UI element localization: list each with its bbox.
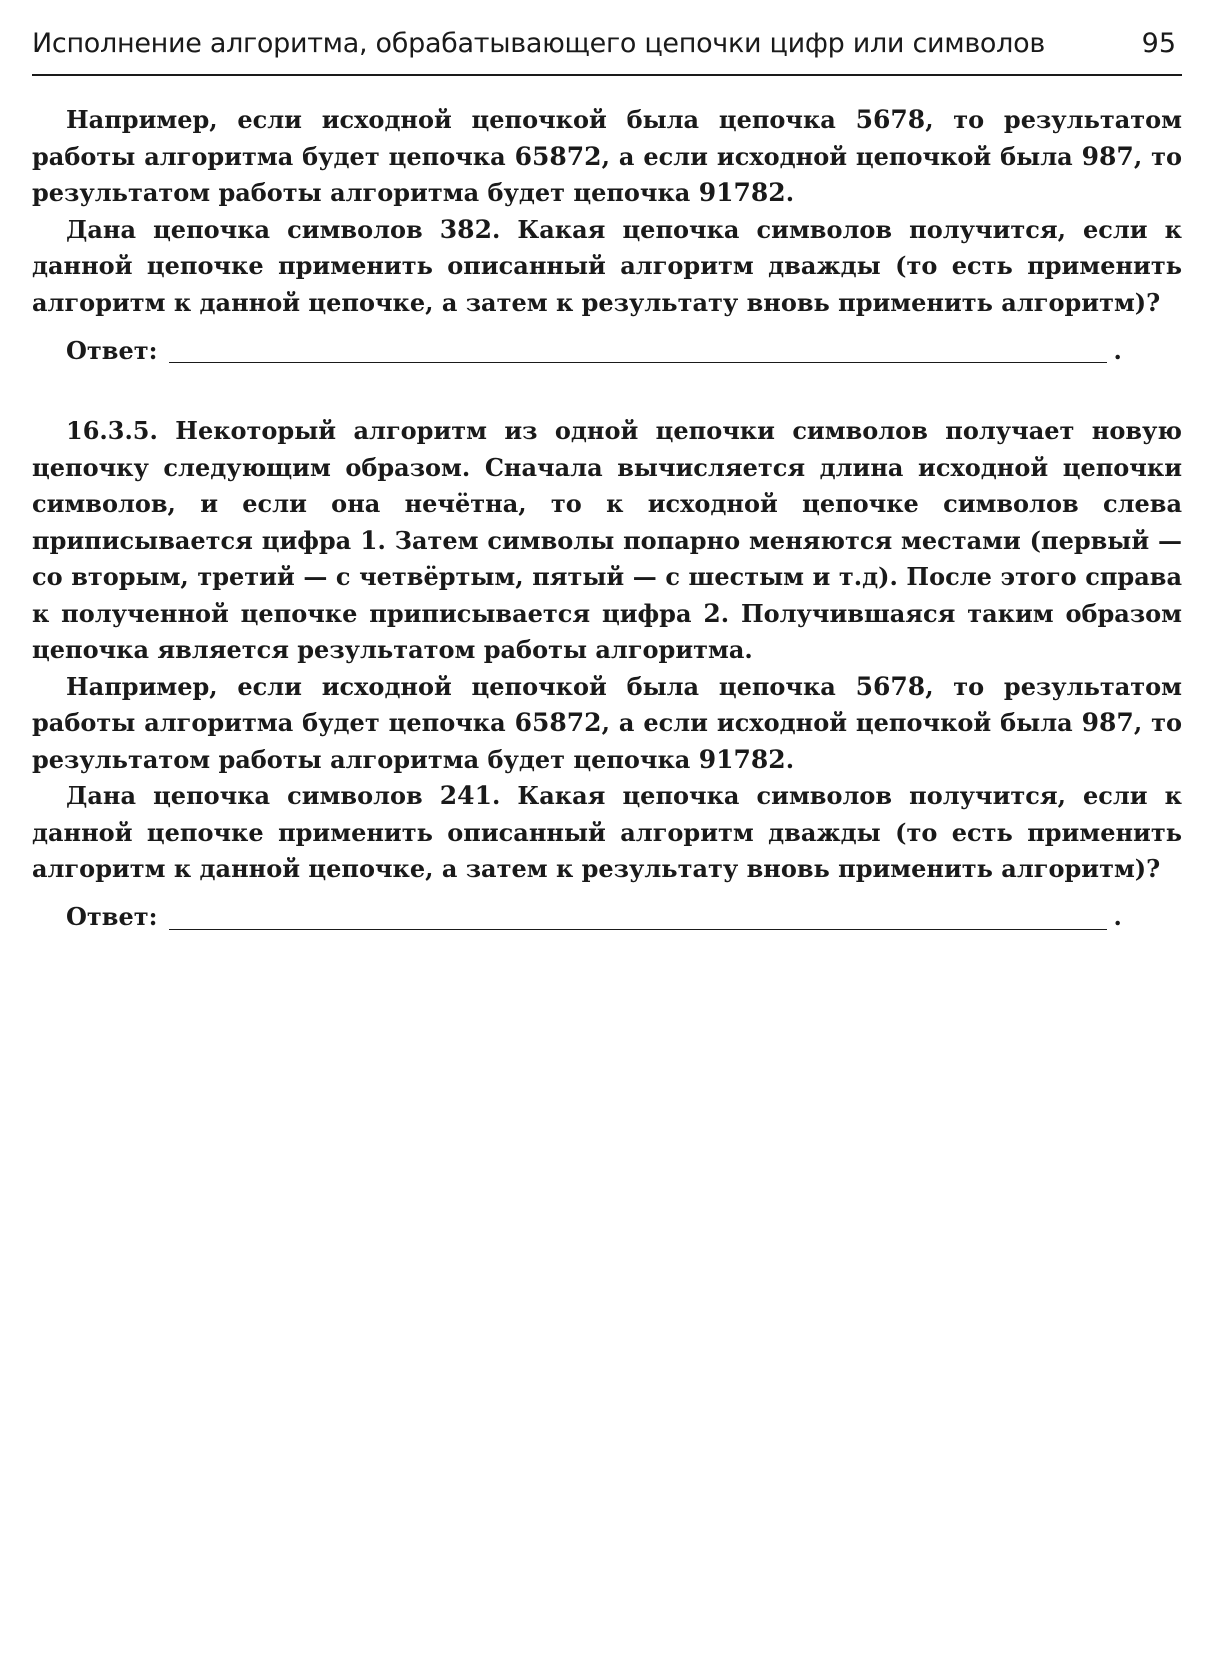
number-highlight: 5678	[855, 671, 926, 701]
text-fragment: Дана цепочка символов	[66, 781, 440, 810]
number-highlight: 2	[703, 598, 721, 628]
answer-field[interactable]	[169, 928, 1107, 930]
answer-field[interactable]	[169, 361, 1107, 363]
text-fragment: . Какая цепочка символов получится, если к данной цепочке применить описанный алгоритм дважды (то есть применить алгоритм к данной цепочке, а затем к результату вновь применить алгоритм)?	[32, 781, 1183, 883]
example-paragraph	[32, 102, 1182, 212]
text-fragment: , а если исходной цепочкой была	[601, 708, 1082, 737]
number-highlight: 987	[1081, 141, 1134, 171]
text-fragment: .	[785, 744, 795, 774]
number-highlight: 5678	[855, 105, 926, 134]
text-fragment: Некоторый алгоритм из одной цепочки символов получает новую цепочку следующим образом. Сначала вычисляется длина исходной цепочки символов, и если она нечётна, то к исходной цепочке символов слева приписывается цифра	[32, 416, 1182, 555]
question-paragraph	[32, 778, 1182, 888]
answer-label: Ответ:	[66, 335, 158, 365]
page-number: 95	[1141, 28, 1176, 59]
text-fragment: Например, если исходной цепочкой была цепочка	[66, 671, 856, 701]
text-fragment: Например, если исходной цепочкой была цепочка	[66, 105, 856, 134]
text-fragment: , то результатом работы алгоритма будет цепочка	[32, 708, 1182, 774]
text-fragment: , то результатом работы алгоритма будет цепочка	[32, 141, 1182, 207]
text-fragment: Дана цепочка символов	[66, 214, 440, 244]
number-highlight: 1	[360, 525, 378, 555]
task-number: 16.3.5.	[66, 416, 158, 445]
number-highlight: 241	[439, 781, 492, 810]
answer-period: .	[1113, 335, 1122, 365]
text-fragment: , то результатом работы алгоритма будет цепочка	[32, 671, 1182, 737]
chapter-title: Исполнение алгоритма, обрабатывающего цепочки цифр или символов	[32, 28, 1045, 59]
number-highlight: 91782	[698, 178, 786, 207]
answer-period: .	[1113, 902, 1122, 931]
text-fragment: .	[785, 178, 795, 207]
text-fragment: . Затем символы попарно меняются местами (первый — со вторым, третий — с четвёртым, пятый — с шестым и т.д). После этого справа к полученной цепочке приписывается цифра	[32, 525, 1182, 628]
page-content	[32, 102, 1182, 936]
text-fragment: . Какая цепочка символов получится, если к данной цепочке применить описанный алгоритм дважды (то есть применить алгоритм к данной цепочке, а затем к результату вновь применить алгоритм)?	[32, 214, 1183, 317]
answer-row	[32, 900, 1182, 936]
number-highlight: 65872	[514, 708, 602, 737]
text-fragment: . Получившаяся таким образом цепочка является результатом работы алгоритма.	[32, 598, 1182, 664]
answer-label: Ответ:	[66, 902, 158, 931]
number-highlight: 65872	[514, 141, 602, 171]
running-header	[32, 22, 1182, 76]
text-fragment: , то результатом работы алгоритма будет цепочка	[32, 105, 1182, 171]
task-paragraph	[32, 413, 1182, 669]
spacer	[32, 369, 1182, 413]
example-paragraph	[32, 669, 1182, 779]
number-highlight: 91782	[698, 744, 786, 774]
question-paragraph	[32, 212, 1182, 322]
number-highlight: 382	[439, 214, 492, 244]
text-fragment: , а если исходной цепочкой была	[601, 141, 1082, 171]
number-highlight: 987	[1081, 708, 1134, 737]
answer-row	[32, 333, 1182, 369]
